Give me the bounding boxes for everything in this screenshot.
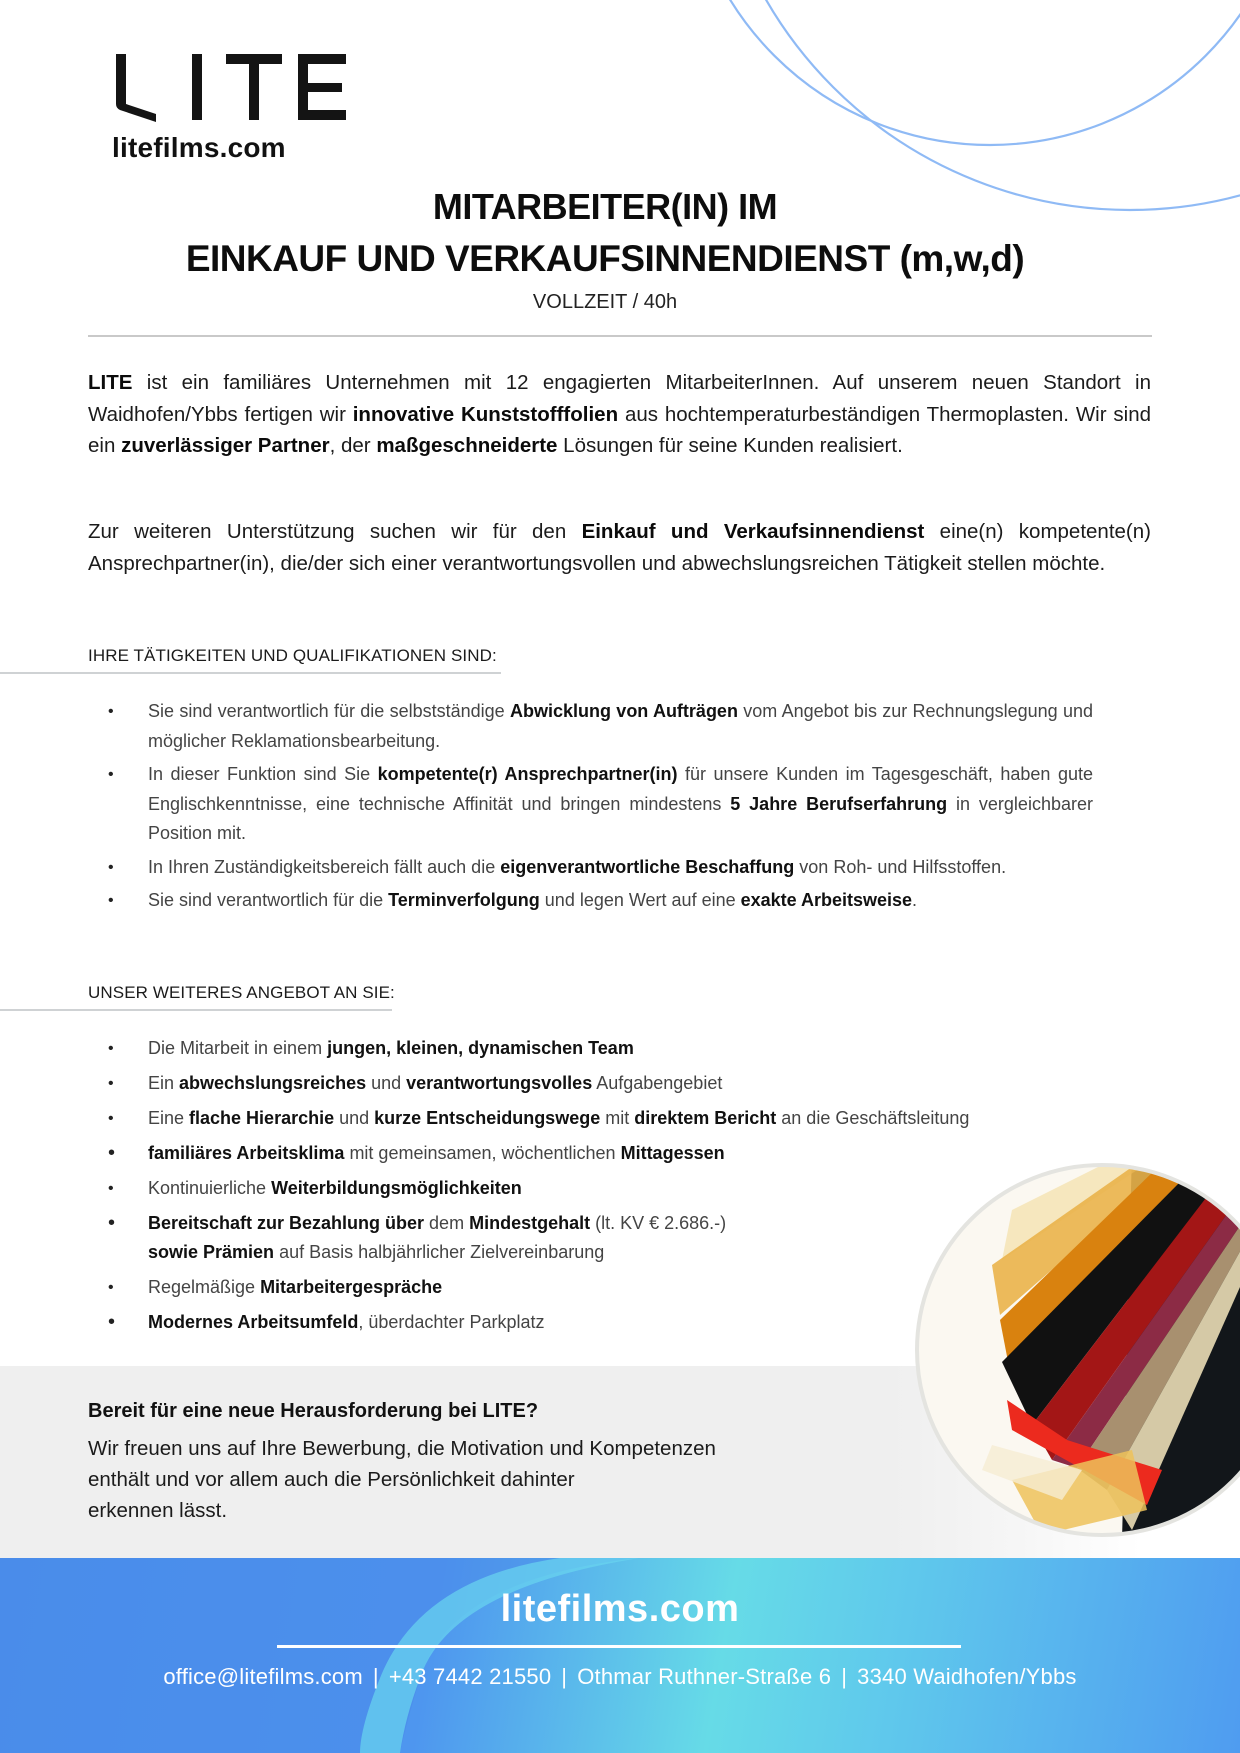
emphasis-text: Mitarbeitergespräche [260, 1277, 443, 1297]
emphasis-text: kompetente(r) Ansprechpartner(in) [377, 764, 678, 784]
intro-paragraph-2 [88, 516, 1151, 579]
list-item [0, 886, 1093, 916]
list-item [0, 697, 1093, 756]
tasks-heading: IHRE TÄTIGKEITEN UND QUALIFIKATIONEN SIND: [88, 646, 497, 665]
separator: | [372, 1664, 379, 1689]
plastic-films-illustration [892, 1150, 1240, 1540]
body-text: Zur weiteren Unterstützung suchen wir für den [88, 520, 582, 543]
job-subtitle: VOLLZEIT / 40h [532, 291, 678, 313]
emphasis-text: sowie Prämien [148, 1242, 275, 1262]
emphasis-text: Modernes Arbeitsumfeld [148, 1312, 359, 1332]
emphasis-text: flache Hierarchie [189, 1108, 335, 1128]
list-item [0, 1069, 1240, 1098]
emphasis-text: Mittagessen [620, 1143, 725, 1163]
bullet-icon: • [108, 892, 114, 909]
emphasis-text: direktem Bericht [634, 1108, 777, 1128]
logo-url: litefilms.com [112, 132, 286, 163]
footer-website-link[interactable]: litefilms.com [500, 1588, 740, 1630]
body-text: an die Geschäftsleitung [776, 1108, 970, 1128]
emphasis-text: abwechslungsreiches [179, 1073, 367, 1093]
emphasis-text: Bereitschaft zur Bezahlung über [148, 1213, 425, 1233]
body-text: In dieser Funktion sind Sie [148, 764, 378, 784]
list-item [0, 760, 1093, 849]
emphasis-text: maßgeschneiderte [376, 434, 558, 457]
bullet-icon: • [108, 766, 114, 783]
bullet-icon: • [108, 1040, 114, 1057]
intro-paragraph-1 [88, 367, 1151, 462]
list-item [0, 1034, 1240, 1063]
job-title-line2: EINKAUF UND VERKAUFSINNENDIENST (m,w,d) [185, 238, 1025, 279]
emphasis-text: Abwicklung von Aufträgen [510, 701, 738, 721]
body-text: Aufgabengebiet [592, 1073, 723, 1093]
bullet-icon: • [108, 1110, 114, 1127]
body-text: auf Basis halbjährlicher Zielvereinbarung [274, 1242, 605, 1262]
body-text: vom Angebot bis zur Rechnungslegung und möglicher Reklamationsbearbeitung. [148, 701, 1094, 751]
footer [0, 1558, 1240, 1753]
footer-email-link[interactable]: office@litefilms.com [163, 1664, 363, 1689]
body-text: mit gemeinsamen, wöchentlichen [344, 1143, 621, 1163]
body-text: , der [329, 434, 377, 457]
emphasis-text: 5 Jahre Berufserfahrung [730, 793, 948, 814]
body-text: mit [600, 1108, 635, 1128]
offer-heading: UNSER WEITERES ANGEBOT AN SIE: [88, 983, 395, 1002]
separator: | [561, 1664, 568, 1689]
emphasis-text: innovative Kunststofffolien [352, 402, 619, 426]
emphasis-text: Weiterbildungsmöglichkeiten [271, 1178, 522, 1198]
body-text: Kontinuierliche [148, 1178, 272, 1198]
body-text: (lt. KV € 2.686.-) [590, 1213, 727, 1233]
footer-contact-line [0, 1664, 1240, 1690]
emphasis-text: Mindestgehalt [469, 1213, 591, 1233]
footer-city: 3340 Waidhofen/Ybbs [857, 1664, 1077, 1689]
bullet-icon: • [108, 1279, 114, 1296]
tasks-heading-underline [0, 672, 501, 674]
footer-phone[interactable]: +43 7442 21550 [388, 1664, 552, 1689]
cta-body: Wir freuen uns auf Ihre Bewerbung, die Motivation und Kompetenzen enthält und vor allem auch die Persönlichkeit dahinter erkennen lässt. [88, 1437, 716, 1522]
body-text: dem [424, 1213, 470, 1233]
body-text: und legen Wert auf eine [539, 890, 741, 910]
body-text: aus hochtemperaturbeständigen Thermoplasten. Wir sind ein [88, 402, 1152, 457]
bullet-icon: • [108, 703, 114, 720]
body-text: . [912, 890, 918, 910]
emphasis-text: zuverlässiger Partner [121, 434, 330, 457]
body-text: Sie sind verantwortlich für die selbstständige [148, 701, 510, 721]
body-text: in vergleichbarer Position mit. [148, 793, 1093, 843]
body-text: Lösungen für seine Kunden realisiert. [557, 434, 903, 457]
list-item [0, 853, 1093, 883]
emphasis-text: exakte Arbeitsweise [740, 890, 913, 910]
bullet-icon: • [108, 1142, 116, 1164]
bullet-icon: • [108, 858, 114, 876]
body-text: und [334, 1108, 375, 1128]
header-divider [88, 335, 1152, 337]
tasks-list [0, 697, 1093, 920]
bullet-icon: • [108, 1311, 116, 1333]
body-text: Eine [148, 1108, 190, 1128]
emphasis-text: eigenverantwortliche Beschaffung [500, 856, 795, 877]
emphasis-text: kurze Entscheidungswege [374, 1108, 601, 1128]
emphasis-text: verantwortungsvolles [406, 1073, 593, 1093]
body-text: von Roh- und Hilfsstoffen. [794, 856, 1007, 877]
bullet-icon: • [108, 1075, 114, 1092]
body-text: Die Mitarbeit in einem [148, 1038, 328, 1058]
body-text: Regelmäßige [148, 1277, 261, 1297]
lite-logo [112, 52, 352, 122]
body-text: eine(n) kompetente(n) Ansprechpartner(in), die/der sich einer verantwortungsvollen und abwechslungsreichen Tätigkeit stellen möchte. [88, 520, 1151, 575]
body-text: für unsere Kunden im Tagesgeschäft, haben gute Englischkenntnisse, eine technische Affinität und bringen mindestens [148, 764, 1093, 814]
emphasis-text: jungen, kleinen, dynamischen Team [327, 1038, 634, 1058]
emphasis-text: LITE [88, 371, 133, 394]
body-text: Ein [148, 1073, 180, 1093]
footer-divider [277, 1645, 961, 1648]
body-text: ist ein familiäres Unternehmen mit 12 engagierten MitarbeiterInnen. Auf unserem neuen Standort in Waidhofen/Ybbs fertigen wir [88, 371, 1151, 426]
footer-street: Othmar Ruthner-Straße 6 [577, 1664, 832, 1689]
cta-title: Bereit für eine neue Herausforderung bei LITE? [88, 1400, 539, 1422]
body-text: und [366, 1073, 407, 1093]
body-text: , überdachter Parkplatz [358, 1312, 545, 1332]
separator: | [841, 1664, 848, 1689]
bullet-icon: • [108, 1212, 116, 1234]
bullet-icon: • [108, 1180, 114, 1197]
list-item [0, 1104, 1240, 1133]
job-title-line1: MITARBEITER(IN) IM [432, 186, 778, 227]
offer-heading-underline [0, 1009, 392, 1011]
emphasis-text: Einkauf und Verkaufsinnendienst [581, 520, 925, 543]
body-text: Sie sind verantwortlich für die [148, 890, 389, 910]
emphasis-text: Terminverfolgung [388, 890, 540, 910]
body-text: In Ihren Zuständigkeitsbereich fällt auch die [148, 856, 501, 877]
emphasis-text: familiäres Arbeitsklima [148, 1143, 345, 1163]
